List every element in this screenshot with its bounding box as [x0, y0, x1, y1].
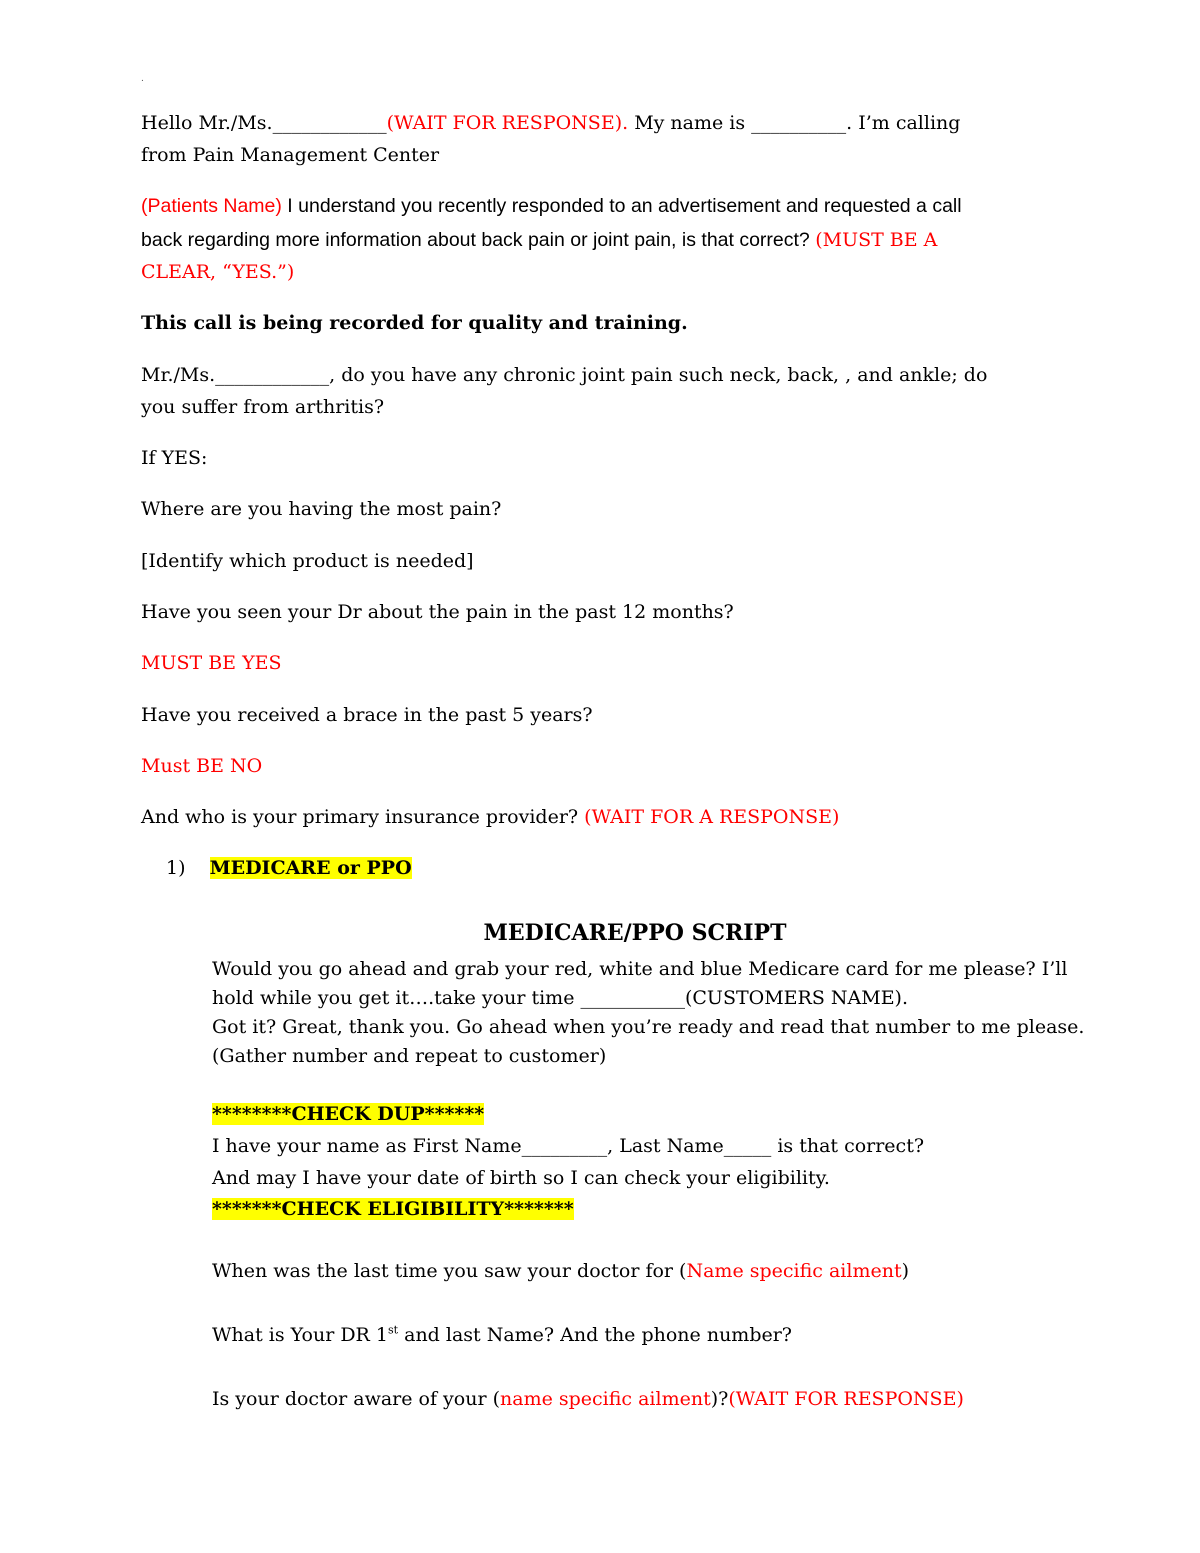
- top-mark: .: [141, 74, 144, 84]
- check-eligibility-highlight: *******CHECK ELIGIBILITY*******: [212, 1198, 574, 1220]
- understand-line-1: [141, 193, 962, 219]
- ailment-placeholder-2: name specific ailment: [500, 1388, 711, 1410]
- aware-text: Is your doctor aware of your (: [212, 1388, 501, 1410]
- script-title: MEDICARE/PPO SCRIPT: [483, 920, 787, 946]
- must-be-a-text: (MUST BE A: [815, 229, 938, 251]
- recorded-notice: This call is being recorded for quality and training.: [141, 312, 688, 334]
- dr-name-text-a: What is Your DR 1: [212, 1324, 388, 1346]
- must-be-no-note: Must BE NO: [141, 755, 263, 777]
- aware-line: [212, 1386, 964, 1412]
- script-line-4: (Gather number and repeat to customer): [212, 1045, 607, 1067]
- must-be-yes-note: MUST BE YES: [141, 652, 282, 674]
- brace-question: Have you received a brace in the past 5 years?: [141, 704, 593, 726]
- script-line-1: Would you go ahead and grab your red, white and blue Medicare card for me please? I’ll: [212, 958, 1068, 980]
- understand-text-1: I understand you recently responded to an advertisement and requested a call: [281, 195, 962, 217]
- script-line-3: Got it? Great, thank you. Go ahead when you’re ready and read that number to me please.: [212, 1016, 1085, 1038]
- if-yes-text: If YES:: [141, 447, 208, 469]
- insurance-line: [141, 804, 839, 830]
- check-dup-highlight: ********CHECK DUP******: [212, 1103, 485, 1125]
- wait-response-text: (WAIT FOR RESPONSE).: [386, 112, 629, 134]
- hello-text: Hello Mr./Ms.____________: [141, 112, 387, 134]
- dr-name-text-b: and last Name? And the phone number?: [398, 1324, 792, 1346]
- seen-dr-question: Have you seen your Dr about the pain in the past 12 months?: [141, 601, 734, 623]
- understand-line-2: [141, 227, 937, 253]
- last-visit-end: ): [901, 1260, 910, 1282]
- dr-name-superscript: st: [388, 1323, 399, 1337]
- insurance-wait-text: (WAIT FOR A RESPONSE): [584, 806, 840, 828]
- check-eligibility-line: [212, 1196, 574, 1222]
- identify-product-note: [Identify which product is needed]: [141, 550, 474, 572]
- dr-name-line: [212, 1322, 792, 1348]
- name-check-line: I have your name as First Name_________, Last Name_____ is that correct?: [212, 1135, 925, 1157]
- clear-yes-text: CLEAR, “YES.”): [141, 261, 295, 283]
- insurance-question: And who is your primary insurance provider?: [141, 806, 585, 828]
- last-visit-line: [212, 1258, 909, 1284]
- patient-name-text: (Patients Name): [141, 195, 282, 217]
- check-dup-line: [212, 1101, 484, 1127]
- aware-mid: )?: [710, 1388, 729, 1410]
- most-pain-question: Where are you having the most pain?: [141, 498, 502, 520]
- intro-line-2: from Pain Management Center: [141, 144, 440, 166]
- chronic-line-2: you suffer from arthritis?: [141, 396, 385, 418]
- medicare-ppo-highlight: MEDICARE or PPO: [209, 857, 412, 879]
- list-item-medicare-ppo: [166, 855, 412, 881]
- name-text: My name is __________. I’m calling: [628, 112, 961, 134]
- script-line-2: hold while you get it….take your time ___________(CUSTOMERS NAME).: [212, 987, 909, 1009]
- chronic-line-1: Mr./Ms.____________, do you have any chronic joint pain such neck, back, , and ankle; do: [141, 364, 988, 386]
- ailment-placeholder-1: Name specific ailment: [686, 1260, 902, 1282]
- understand-text-2: back regarding more information about back pain or joint pain, is that correct?: [141, 229, 816, 251]
- last-visit-text: When was the last time you saw your doctor for (: [212, 1260, 687, 1282]
- intro-line-1: [141, 110, 960, 136]
- list-number: 1): [166, 857, 186, 879]
- dob-line: And may I have your date of birth so I can check your eligibility.: [212, 1167, 830, 1189]
- aware-wait-text: (WAIT FOR RESPONSE): [728, 1388, 964, 1410]
